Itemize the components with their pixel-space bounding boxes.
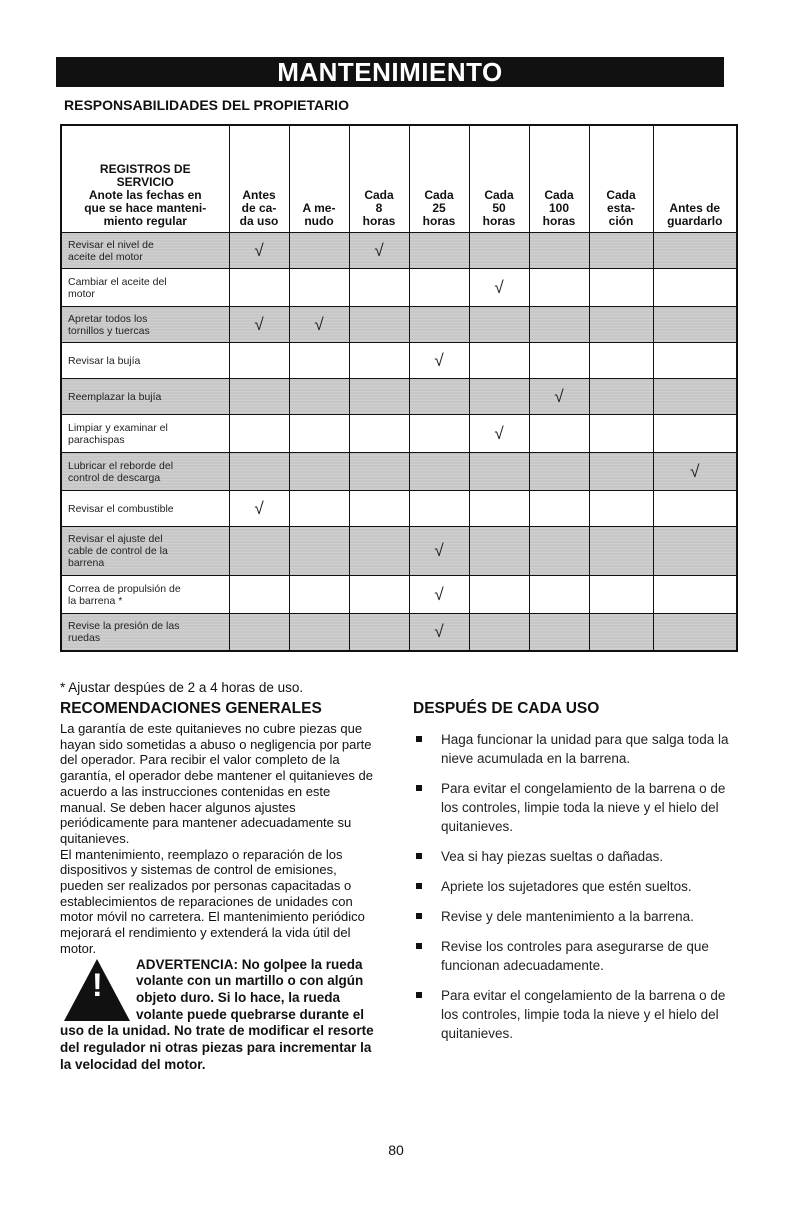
list-item: Revise y dele mantenimiento a la barrena. [413, 907, 733, 926]
empty-cell [529, 307, 589, 343]
empty-cell [409, 269, 469, 307]
footnote: * Ajustar despúes de 2 a 4 horas de uso. [60, 680, 304, 695]
empty-cell [289, 614, 349, 650]
check-mark: √ [289, 307, 349, 343]
empty-cell [349, 343, 409, 379]
table-row [62, 576, 736, 614]
task-cell: Apretar todos los tornillos y tuercas [62, 307, 229, 343]
empty-cell [529, 614, 589, 650]
empty-cell [349, 307, 409, 343]
list-item: Revise los controles para asegurarse de que funcionan adecuadamente. [413, 937, 733, 975]
table-row [62, 379, 736, 415]
empty-cell [653, 307, 736, 343]
empty-cell [653, 415, 736, 453]
empty-cell [653, 343, 736, 379]
task-cell: Reemplazar la bujía [62, 379, 229, 415]
empty-cell [529, 269, 589, 307]
empty-cell [529, 233, 589, 269]
recommendations-section [60, 700, 380, 1073]
section-subtitle: RESPONSABILIDADES DEL PROPIETARIO [64, 97, 349, 113]
check-mark: √ [469, 415, 529, 453]
empty-cell [289, 415, 349, 453]
recommendations-body-2: El mantenimiento, reemplazo o reparación de los dispositivos y sistemas de control de emisiones, pueden ser realizados por personas capacitadas o establecimientos de reparaciones de unidades con motor móvil no carretera. El mantenimiento periódico mejorará el rendimiento y extenderá la vida útil del motor. [60, 846, 365, 956]
empty-cell [349, 379, 409, 415]
task-cell: Correa de propulsión de la barrena * [62, 576, 229, 614]
empty-cell [653, 527, 736, 576]
table-row [62, 453, 736, 491]
check-mark: √ [229, 307, 289, 343]
check-mark: √ [409, 614, 469, 650]
empty-cell [289, 379, 349, 415]
empty-cell [589, 233, 653, 269]
empty-cell [469, 614, 529, 650]
empty-cell [529, 527, 589, 576]
empty-cell [229, 614, 289, 650]
task-cell: Limpiar y examinar el parachispas [62, 415, 229, 453]
maintenance-table [60, 124, 738, 652]
check-mark: √ [529, 379, 589, 415]
table-body [62, 233, 736, 650]
task-cell: Cambiar el aceite del motor [62, 269, 229, 307]
empty-cell [469, 233, 529, 269]
empty-cell [529, 415, 589, 453]
empty-cell [229, 379, 289, 415]
table-row [62, 233, 736, 269]
empty-cell [589, 576, 653, 614]
empty-cell [229, 415, 289, 453]
empty-cell [469, 307, 529, 343]
check-mark: √ [469, 269, 529, 307]
warning-block [60, 957, 380, 1074]
empty-cell [349, 453, 409, 491]
table-row [62, 343, 736, 379]
empty-cell [289, 343, 349, 379]
task-cell: Revisar el combustible [62, 491, 229, 527]
page-title: MANTENIMIENTO [56, 57, 724, 87]
empty-cell [289, 491, 349, 527]
empty-cell [589, 527, 653, 576]
empty-cell [653, 576, 736, 614]
empty-cell [409, 307, 469, 343]
check-mark: √ [409, 576, 469, 614]
list-item: Haga funcionar la unidad para que salga toda la nieve acumulada en la barrena. [413, 730, 733, 768]
list-item: Apriete los sujetadores que estén sueltos. [413, 877, 733, 896]
table-row [62, 307, 736, 343]
after-use-list [413, 730, 733, 1043]
warning-icon: ! [64, 959, 130, 1021]
task-cell: Revise la presión de las ruedas [62, 614, 229, 650]
list-item: Para evitar el congelamiento de la barrena o de los controles, limpie toda la nieve y el hielo del quitanieves. [413, 986, 733, 1043]
empty-cell [653, 614, 736, 650]
column-header-task: REGISTROS DE SERVICIO Anote las fechas en que se hace manteni- miento regular [84, 162, 207, 228]
check-mark: √ [409, 343, 469, 379]
empty-cell [529, 343, 589, 379]
empty-cell [469, 576, 529, 614]
empty-cell [529, 491, 589, 527]
empty-cell [289, 233, 349, 269]
empty-cell [529, 453, 589, 491]
empty-cell [409, 379, 469, 415]
empty-cell [529, 576, 589, 614]
empty-cell [289, 269, 349, 307]
empty-cell [653, 269, 736, 307]
table-row [62, 527, 736, 576]
empty-cell [349, 491, 409, 527]
empty-cell [653, 233, 736, 269]
empty-cell [469, 453, 529, 491]
empty-cell [653, 379, 736, 415]
page-number: 80 [388, 1142, 404, 1158]
recommendations-body: La garantía de este quitanieves no cubre piezas que hayan sido sometidas a abuso o negligencia por parte del operador. Para recibir el valor completo de la garantía, el operador debe mantener el quitanieves de acuerdo a las instrucciones contenidas en este manual. Se deben hacer algunos ajustes periódicamente para mantener adecuadamente su quitanieves. [60, 721, 373, 846]
table-row [62, 269, 736, 307]
column-header-interval: Cada 25 horas [409, 126, 469, 233]
empty-cell [229, 527, 289, 576]
table-row [62, 491, 736, 527]
task-cell: Revisar el nivel de aceite del motor [62, 233, 229, 269]
empty-cell [589, 343, 653, 379]
column-header-interval: Antes de guardarlo [653, 126, 736, 233]
column-header-interval: Cada 8 horas [349, 126, 409, 233]
empty-cell [469, 343, 529, 379]
empty-cell [469, 379, 529, 415]
empty-cell [349, 269, 409, 307]
empty-cell [589, 307, 653, 343]
empty-cell [349, 527, 409, 576]
check-mark: √ [229, 233, 289, 269]
column-header-interval: Cada esta- ción [589, 126, 653, 233]
empty-cell [653, 491, 736, 527]
list-item: Vea si hay piezas sueltas o dañadas. [413, 847, 733, 866]
empty-cell [469, 527, 529, 576]
column-header-interval: Cada 100 horas [529, 126, 589, 233]
empty-cell [349, 415, 409, 453]
table-row [62, 614, 736, 650]
check-mark: √ [349, 233, 409, 269]
empty-cell [349, 576, 409, 614]
empty-cell [409, 491, 469, 527]
empty-cell [229, 576, 289, 614]
column-header-interval: Antes de ca- da uso [229, 126, 289, 233]
empty-cell [289, 576, 349, 614]
check-mark: √ [409, 527, 469, 576]
recommendations-title: RECOMENDACIONES GENERALES [60, 700, 322, 717]
empty-cell [589, 491, 653, 527]
empty-cell [589, 415, 653, 453]
warning-text: ADVERTENCIA: No golpee la rueda volante con un martillo o con algún objeto duro. Si lo hace, la rueda volante puede quebrarse durante el uso de la unidad. No trate de modificar el resorte del regulador ni otras piezas para incrementar la la velocidad del motor. [60, 956, 374, 1072]
table-header-row [62, 126, 736, 233]
column-header-interval: Cada 50 horas [469, 126, 529, 233]
task-cell: Lubricar el reborde del control de descarga [62, 453, 229, 491]
column-header-interval: A me- nudo [289, 126, 349, 233]
empty-cell [409, 233, 469, 269]
list-item: Para evitar el congelamiento de la barrena o de los controles, limpie toda la nieve y el hielo del quitanieves. [413, 779, 733, 836]
empty-cell [349, 614, 409, 650]
empty-cell [409, 453, 469, 491]
check-mark: √ [229, 491, 289, 527]
empty-cell [589, 614, 653, 650]
empty-cell [289, 453, 349, 491]
empty-cell [229, 269, 289, 307]
empty-cell [589, 269, 653, 307]
task-cell: Revisar el ajuste del cable de control de la barrena [62, 527, 229, 576]
empty-cell [289, 527, 349, 576]
task-cell: Revisar la bujía [62, 343, 229, 379]
empty-cell [229, 453, 289, 491]
empty-cell [229, 343, 289, 379]
empty-cell [469, 491, 529, 527]
after-use-title: DESPUÉS DE CADA USO [413, 700, 600, 717]
check-mark: √ [653, 453, 736, 491]
table-row [62, 415, 736, 453]
empty-cell [589, 379, 653, 415]
empty-cell [409, 415, 469, 453]
after-use-section [413, 700, 733, 1054]
empty-cell [589, 453, 653, 491]
